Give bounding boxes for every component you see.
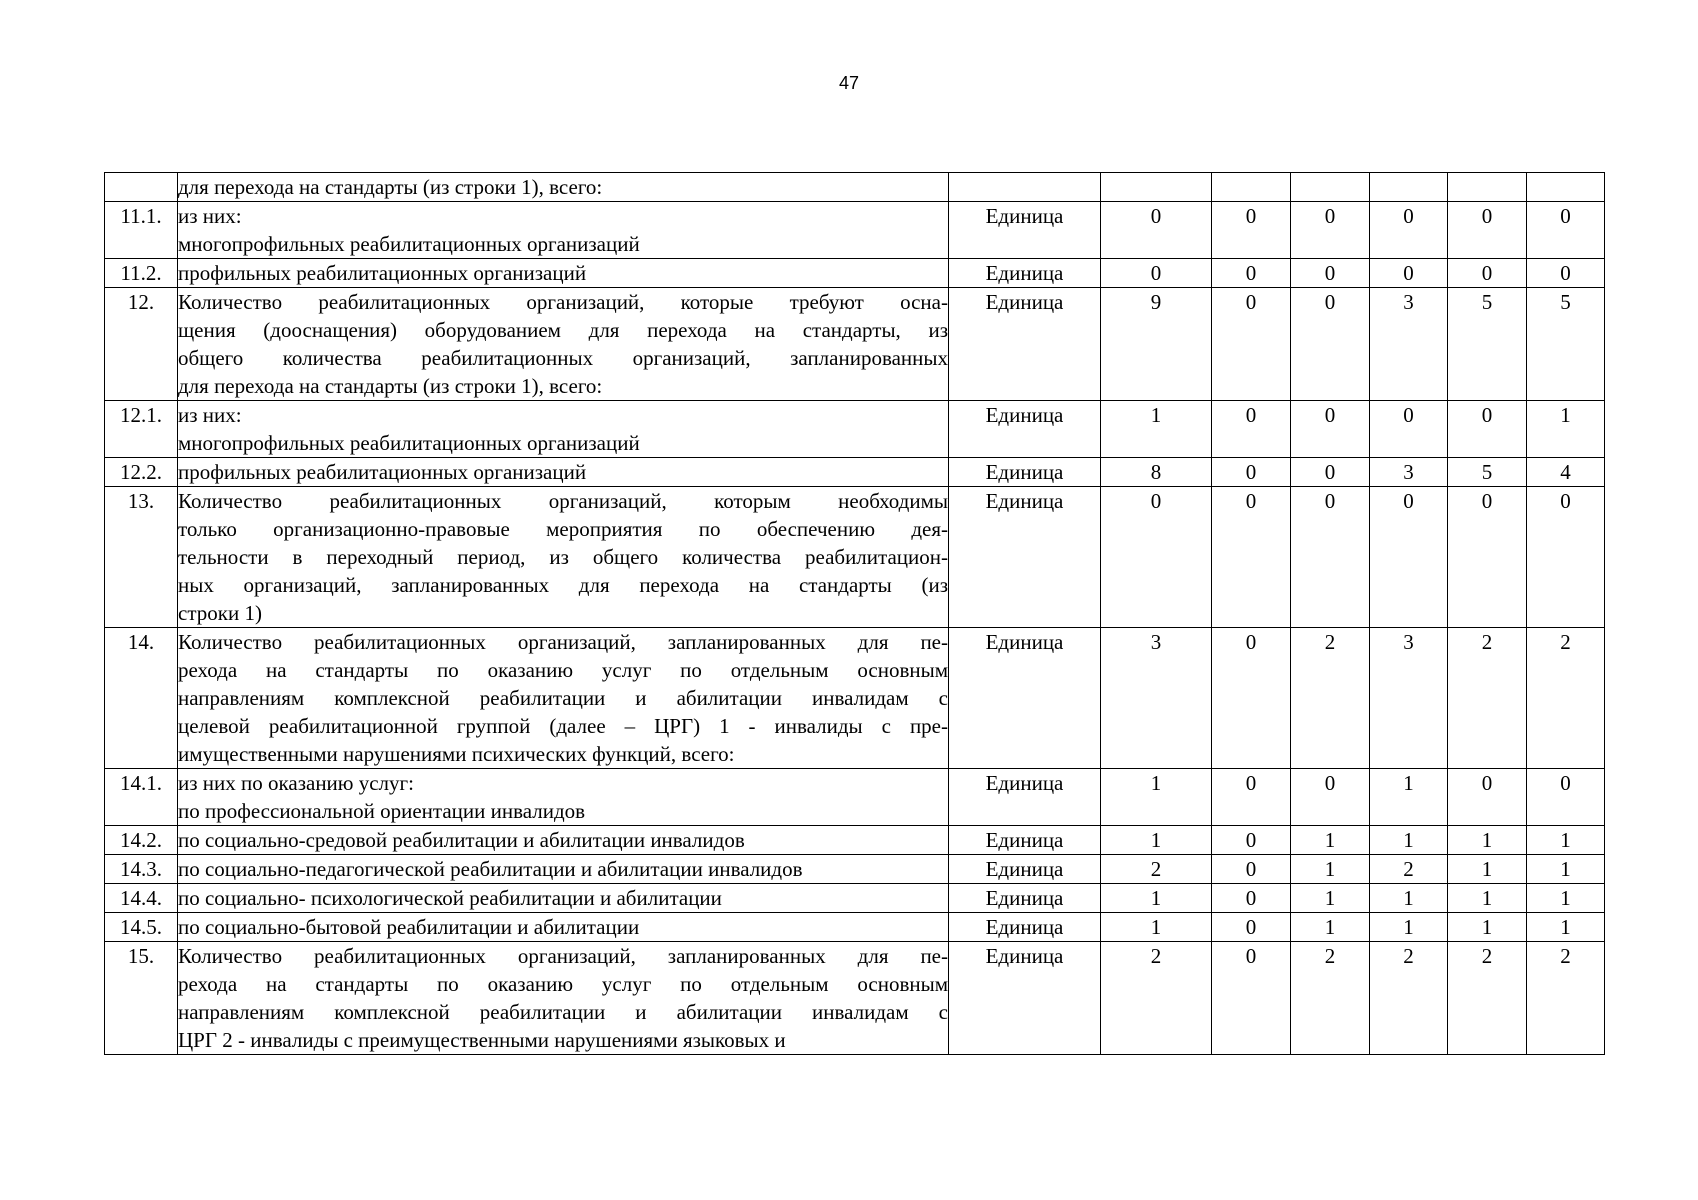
- value-cell: 0: [1212, 401, 1291, 458]
- value-cell: 1: [1527, 884, 1605, 913]
- value-cell: 5: [1527, 288, 1605, 401]
- row-number: 13.: [105, 487, 178, 628]
- row-number: 14.3.: [105, 855, 178, 884]
- value-cell: [1448, 173, 1527, 202]
- table-row: [105, 769, 1605, 826]
- data-table: [104, 172, 1605, 1055]
- value-cell: 4: [1527, 458, 1605, 487]
- value-cell: 1: [1101, 884, 1212, 913]
- value-cell: [1212, 173, 1291, 202]
- table-row: [105, 826, 1605, 855]
- value-cell: 0: [1448, 487, 1527, 628]
- value-cell: 5: [1448, 458, 1527, 487]
- description-line: направлениям комплексной реабилитации и абилитации инвалидам с: [178, 1000, 948, 1024]
- value-cell: 0: [1527, 487, 1605, 628]
- row-unit: Единица: [949, 884, 1101, 913]
- table-row: [105, 628, 1605, 769]
- value-cell: 2: [1101, 855, 1212, 884]
- table-row: [105, 855, 1605, 884]
- value-cell: 2: [1448, 942, 1527, 1055]
- value-cell: 0: [1212, 458, 1291, 487]
- row-number: 11.1.: [105, 202, 178, 259]
- value-cell: 0: [1448, 401, 1527, 458]
- description-line: профильных реабилитационных организаций: [178, 460, 587, 484]
- row-description: [178, 913, 949, 942]
- value-cell: 3: [1370, 288, 1448, 401]
- page-number: 47: [838, 73, 860, 93]
- description-line: по социально- психологической реабилитации и абилитации: [178, 886, 722, 910]
- value-cell: 0: [1527, 769, 1605, 826]
- description-line: многопрофильных реабилитационных организаций: [178, 431, 640, 455]
- value-cell: 1: [1291, 826, 1370, 855]
- row-number: 14.: [105, 628, 178, 769]
- description-line: по социально-бытовой реабилитации и абилитации: [178, 915, 640, 939]
- description-line: Количество реабилитационных организаций, которые требуют осна-: [178, 290, 948, 314]
- value-cell: 0: [1291, 288, 1370, 401]
- value-cell: 0: [1101, 202, 1212, 259]
- value-cell: 0: [1448, 202, 1527, 259]
- value-cell: 0: [1101, 259, 1212, 288]
- value-cell: 3: [1370, 458, 1448, 487]
- value-cell: 2: [1101, 942, 1212, 1055]
- row-number: 14.1.: [105, 769, 178, 826]
- value-cell: 1: [1527, 826, 1605, 855]
- description-line: Количество реабилитационных организаций, запланированных для пе-: [178, 944, 948, 968]
- row-number: 12.2.: [105, 458, 178, 487]
- value-cell: 0: [1212, 913, 1291, 942]
- value-cell: 1: [1370, 769, 1448, 826]
- description-line: для перехода на стандарты (из строки 1), всего:: [178, 175, 603, 199]
- description-line: Количество реабилитационных организаций, запланированных для пе-: [178, 630, 948, 654]
- row-unit: [949, 173, 1101, 202]
- value-cell: 8: [1101, 458, 1212, 487]
- value-cell: 0: [1291, 769, 1370, 826]
- row-description: [178, 401, 949, 458]
- value-cell: [1291, 173, 1370, 202]
- row-number: 14.2.: [105, 826, 178, 855]
- value-cell: 0: [1527, 202, 1605, 259]
- value-cell: 1: [1448, 913, 1527, 942]
- row-number: 12.1.: [105, 401, 178, 458]
- table-body: [105, 173, 1605, 1055]
- value-cell: 2: [1370, 942, 1448, 1055]
- description-line: ных организаций, запланированных для перехода на стандарты (из: [178, 573, 948, 597]
- value-cell: 2: [1527, 942, 1605, 1055]
- row-unit: Единица: [949, 855, 1101, 884]
- value-cell: 0: [1370, 202, 1448, 259]
- value-cell: 0: [1212, 942, 1291, 1055]
- value-cell: 0: [1212, 769, 1291, 826]
- value-cell: 1: [1291, 913, 1370, 942]
- table-row: [105, 259, 1605, 288]
- row-number: 14.5.: [105, 913, 178, 942]
- value-cell: 0: [1212, 487, 1291, 628]
- value-cell: 0: [1370, 401, 1448, 458]
- value-cell: 0: [1370, 259, 1448, 288]
- value-cell: 1: [1448, 855, 1527, 884]
- value-cell: 1: [1448, 884, 1527, 913]
- value-cell: 1: [1101, 769, 1212, 826]
- description-line: по профессиональной ориентации инвалидов: [178, 799, 586, 823]
- row-description: [178, 202, 949, 259]
- value-cell: 1: [1101, 401, 1212, 458]
- description-line: из них по оказанию услуг:: [178, 771, 414, 795]
- value-cell: 1: [1527, 401, 1605, 458]
- value-cell: 0: [1370, 487, 1448, 628]
- value-cell: 2: [1448, 628, 1527, 769]
- table-row: [105, 401, 1605, 458]
- value-cell: 0: [1212, 259, 1291, 288]
- row-description: [178, 855, 949, 884]
- value-cell: 1: [1291, 855, 1370, 884]
- value-cell: 0: [1212, 628, 1291, 769]
- row-description: [178, 259, 949, 288]
- value-cell: 1: [1527, 913, 1605, 942]
- value-cell: [1527, 173, 1605, 202]
- row-description: [178, 173, 949, 202]
- value-cell: 2: [1527, 628, 1605, 769]
- value-cell: 0: [1527, 259, 1605, 288]
- description-line: по социально-педагогической реабилитации и абилитации инвалидов: [178, 857, 803, 881]
- row-description: [178, 458, 949, 487]
- description-line: по социально-средовой реабилитации и абилитации инвалидов: [178, 828, 745, 852]
- value-cell: 0: [1212, 826, 1291, 855]
- value-cell: 0: [1212, 288, 1291, 401]
- value-cell: [1370, 173, 1448, 202]
- row-description: [178, 487, 949, 628]
- description-line: ЦРГ 2 - инвалиды с преимущественными нарушениями языковых и: [178, 1028, 786, 1052]
- value-cell: 0: [1291, 259, 1370, 288]
- value-cell: 0: [1448, 259, 1527, 288]
- value-cell: 0: [1212, 884, 1291, 913]
- table-row: [105, 942, 1605, 1055]
- row-unit: Единица: [949, 458, 1101, 487]
- value-cell: 0: [1291, 458, 1370, 487]
- row-description: [178, 769, 949, 826]
- value-cell: 1: [1101, 826, 1212, 855]
- description-line: общего количества реабилитационных организаций, запланированных: [178, 346, 948, 370]
- row-number: [105, 173, 178, 202]
- value-cell: 0: [1291, 401, 1370, 458]
- description-line: рехода на стандарты по оказанию услуг по отдельным основным: [178, 972, 948, 996]
- table-row: [105, 173, 1605, 202]
- description-line: Количество реабилитационных организаций, которым необходимы: [178, 489, 948, 513]
- value-cell: 0: [1291, 487, 1370, 628]
- description-line: направлениям комплексной реабилитации и абилитации инвалидам с: [178, 686, 948, 710]
- row-number: 12.: [105, 288, 178, 401]
- description-line: профильных реабилитационных организаций: [178, 261, 587, 285]
- description-line: для перехода на стандарты (из строки 1), всего:: [178, 374, 603, 398]
- value-cell: 0: [1212, 855, 1291, 884]
- description-line: из них:: [178, 403, 242, 427]
- row-unit: Единица: [949, 913, 1101, 942]
- row-number: 15.: [105, 942, 178, 1055]
- value-cell: 3: [1101, 628, 1212, 769]
- value-cell: 0: [1291, 202, 1370, 259]
- row-number: 14.4.: [105, 884, 178, 913]
- table-row: [105, 288, 1605, 401]
- row-description: [178, 942, 949, 1055]
- row-unit: Единица: [949, 942, 1101, 1055]
- row-unit: Единица: [949, 628, 1101, 769]
- description-line: строки 1): [178, 601, 262, 625]
- row-unit: Единица: [949, 288, 1101, 401]
- table-row: [105, 202, 1605, 259]
- value-cell: 2: [1370, 855, 1448, 884]
- value-cell: 2: [1291, 628, 1370, 769]
- description-line: многопрофильных реабилитационных организаций: [178, 232, 640, 256]
- row-unit: Единица: [949, 769, 1101, 826]
- table-row: [105, 884, 1605, 913]
- description-line: целевой реабилитационной группой (далее – ЦРГ) 1 - инвалиды с пре-: [178, 714, 948, 738]
- value-cell: 5: [1448, 288, 1527, 401]
- row-unit: Единица: [949, 202, 1101, 259]
- row-unit: Единица: [949, 259, 1101, 288]
- value-cell: [1101, 173, 1212, 202]
- value-cell: 1: [1448, 826, 1527, 855]
- description-line: имущественными нарушениями психических функций, всего:: [178, 742, 735, 766]
- value-cell: 1: [1291, 884, 1370, 913]
- value-cell: 9: [1101, 288, 1212, 401]
- description-line: щения (дооснащения) оборудованием для перехода на стандарты, из: [178, 318, 948, 342]
- value-cell: 0: [1448, 769, 1527, 826]
- description-line: только организационно-правовые мероприятия по обеспечению дея-: [178, 517, 948, 541]
- value-cell: 1: [1101, 913, 1212, 942]
- value-cell: 1: [1527, 855, 1605, 884]
- row-description: [178, 628, 949, 769]
- description-line: тельности в переходный период, из общего количества реабилитацион-: [178, 545, 948, 569]
- value-cell: 0: [1212, 202, 1291, 259]
- table-row: [105, 458, 1605, 487]
- table-row: [105, 913, 1605, 942]
- row-unit: Единица: [949, 826, 1101, 855]
- value-cell: 1: [1370, 913, 1448, 942]
- value-cell: 0: [1101, 487, 1212, 628]
- value-cell: 2: [1291, 942, 1370, 1055]
- value-cell: 1: [1370, 826, 1448, 855]
- description-line: из них:: [178, 204, 242, 228]
- row-description: [178, 288, 949, 401]
- row-unit: Единица: [949, 487, 1101, 628]
- row-description: [178, 826, 949, 855]
- table-row: [105, 487, 1605, 628]
- description-line: рехода на стандарты по оказанию услуг по отдельным основным: [178, 658, 948, 682]
- row-unit: Единица: [949, 401, 1101, 458]
- row-number: 11.2.: [105, 259, 178, 288]
- row-description: [178, 884, 949, 913]
- value-cell: 3: [1370, 628, 1448, 769]
- value-cell: 1: [1370, 884, 1448, 913]
